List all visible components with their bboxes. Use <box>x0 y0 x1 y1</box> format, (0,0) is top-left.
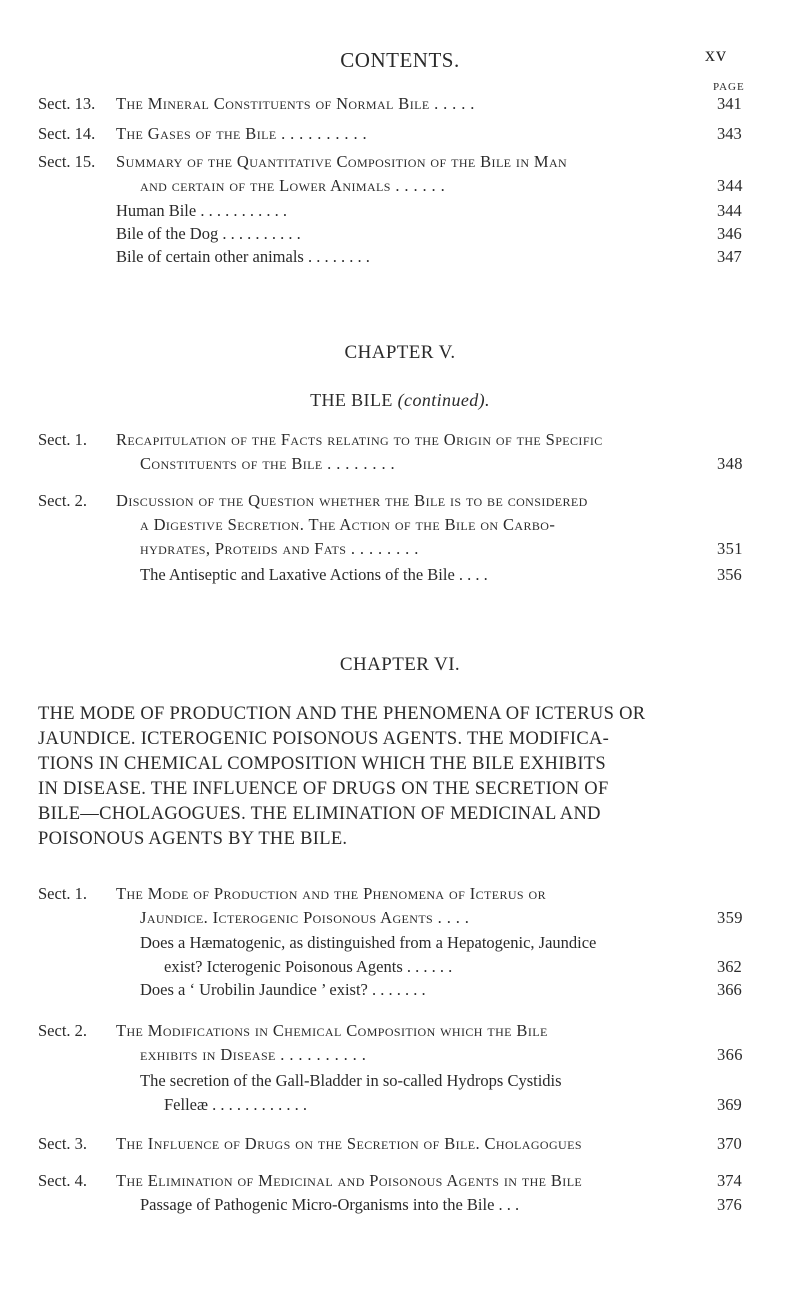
page-number: 376 <box>717 1195 742 1214</box>
page-number: 359 <box>717 908 743 927</box>
page-number: 356 <box>717 565 742 584</box>
section-title: The Mode of Production and the Phenomena of Icterus or <box>116 884 546 903</box>
page-number: 370 <box>717 1134 742 1153</box>
page-number: 374 <box>717 1171 742 1190</box>
section-number: Sect. 14. <box>38 124 96 143</box>
chapter-heading: CHAPTER VI. <box>339 654 461 675</box>
page-number: 348 <box>717 454 743 473</box>
subentry-title: Bile of the Dog . . . . . . . . . . <box>116 224 301 243</box>
page-number: 344 <box>717 201 742 220</box>
section-title: The Gases of the Bile . . . . . . . . . . <box>116 124 368 143</box>
section-title-line: hydrates, Proteids and Fats . . . . . . . . <box>140 539 419 558</box>
page-number: 351 <box>717 539 743 558</box>
section-title: Discussion of the Question whether the Bile is to be considered <box>116 491 588 510</box>
chapter-title-block <box>38 702 758 852</box>
subentry-title: The secretion of the Gall-Bladder in so-called Hydrops Cystidis <box>140 1071 562 1090</box>
subentry-title: Passage of Pathogenic Micro-Organisms into the Bile . . . <box>140 1195 520 1214</box>
chapter-heading: CHAPTER V. <box>344 342 456 363</box>
subentry-title: Bile of certain other animals . . . . . . . . <box>116 247 370 266</box>
section-title-line: Constituents of the Bile . . . . . . . . <box>140 454 396 473</box>
section-title-line: exhibits in Disease . . . . . . . . . . <box>140 1045 367 1064</box>
page-number: 341 <box>717 94 742 113</box>
chapter-title-line: BILE—CHOLAGOGUES. THE ELIMINATION OF MEDICINAL AND <box>38 804 601 824</box>
page-number: 343 <box>717 124 742 143</box>
page-number: 366 <box>717 980 742 999</box>
page-number: 344 <box>717 176 743 195</box>
section-number: Sect. 4. <box>38 1171 88 1190</box>
page-number: 346 <box>717 224 742 243</box>
chapter-title-line: TIONS IN CHEMICAL COMPOSITION WHICH THE BILE EXHIBITS <box>38 754 606 774</box>
section-title-line: Jaundice. Icterogenic Poisonous Agents . . . . <box>140 908 470 927</box>
section-title: The Influence of Drugs on the Secretion of Bile. Cholagogues <box>116 1134 582 1153</box>
section-title: The Modifications in Chemical Composition which the Bile <box>116 1021 548 1040</box>
page-number: 362 <box>717 957 742 976</box>
chapter-title-line: IN DISEASE. THE INFLUENCE OF DRUGS ON THE SECRETION OF <box>38 779 609 799</box>
chapter-title-line: THE MODE OF PRODUCTION AND THE PHENOMENA OF ICTERUS OR <box>38 704 646 724</box>
section-title: Recapitulation of the Facts relating to the Origin of the Specific <box>116 430 603 449</box>
section-title: The Elimination of Medicinal and Poisonous Agents in the Bile <box>116 1171 583 1190</box>
running-title: CONTENTS. <box>340 48 460 72</box>
page-number: 347 <box>717 247 742 266</box>
subentry-title: The Antiseptic and Laxative Actions of the Bile . . . . <box>140 565 488 584</box>
section-number: Sect. 2. <box>38 1021 88 1040</box>
page-number: 369 <box>717 1095 742 1114</box>
chapter-subtitle <box>0 390 800 411</box>
subentry-title-line: Felleæ . . . . . . . . . . . . <box>164 1095 307 1114</box>
section-number: Sect. 15. <box>38 152 96 171</box>
section-title-line: a Digestive Secretion. The Action of the Bile on Carbo- <box>140 515 556 534</box>
section-title: The Mineral Constituents of Normal Bile . . . . . <box>116 94 475 113</box>
chapter-title-line: POISONOUS AGENTS BY THE BILE. <box>38 829 348 849</box>
section-number: Sect. 2. <box>38 491 88 510</box>
subentry-title: Does a Hæmatogenic, as distinguished from a Hepatogenic, Jaundice <box>140 933 597 952</box>
subentry-title-line: exist? Icterogenic Poisonous Agents . . . . . . <box>164 957 453 976</box>
subentry-title: Human Bile . . . . . . . . . . . <box>116 201 287 220</box>
chapter-title-line: JAUNDICE. ICTEROGENIC POISONOUS AGENTS. THE MODIFICA- <box>38 729 610 749</box>
section-number: Sect. 1. <box>38 884 88 903</box>
page-folio: xv <box>705 44 727 66</box>
page-number: 366 <box>717 1045 743 1064</box>
page-column-label: PAGE <box>713 81 745 93</box>
subentry-title: Does a ‘ Urobilin Jaundice ’ exist? . . . . . . . <box>140 980 426 999</box>
section-number: Sect. 1. <box>38 430 88 449</box>
section-title: Summary of the Quantitative Composition of the Bile in Man <box>116 152 568 171</box>
section-title-line: and certain of the Lower Animals . . . . . . <box>140 176 446 195</box>
chapter-subtitle-note: (continued). <box>397 390 490 410</box>
section-number: Sect. 3. <box>38 1134 88 1153</box>
chapter-subtitle-text: THE BILE <box>310 390 393 410</box>
section-number: Sect. 13. <box>38 94 96 113</box>
